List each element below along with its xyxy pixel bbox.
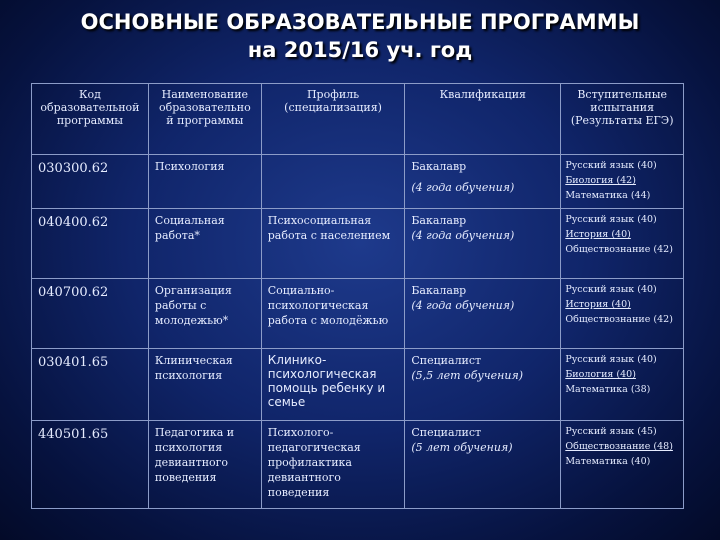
program-profile	[261, 155, 405, 209]
qualification-title: Бакалавр	[411, 214, 467, 227]
table-row	[32, 421, 684, 509]
program-profile: Социально-психологическая работа с молодёжью	[261, 279, 405, 349]
exam-item: Русский язык (40)	[565, 284, 657, 295]
program-exams	[561, 421, 684, 509]
table-row	[32, 349, 684, 421]
program-qualification	[405, 349, 561, 421]
program-name: Педагогика и психология девиантного поведения	[148, 421, 261, 509]
table-header-row	[32, 84, 684, 155]
header-code: Код образовательной программы	[32, 84, 149, 155]
table-row	[32, 155, 684, 209]
table-row	[32, 209, 684, 279]
programs-table	[31, 83, 684, 509]
exam-item: Математика (40)	[565, 456, 651, 467]
program-code: 040700.62	[32, 279, 149, 349]
program-exams	[561, 209, 684, 279]
program-code: 030401.65	[32, 349, 149, 421]
program-profile: Психосоциальная работа с населением	[261, 209, 405, 279]
program-exams	[561, 279, 684, 349]
exam-item: Русский язык (40)	[565, 354, 657, 365]
qualification-title: Специалист	[411, 426, 482, 439]
page-title	[0, 8, 720, 64]
study-duration: (4 года обучения)	[411, 229, 515, 242]
program-profile: Клинико-психологическая помощь ребенку и семье	[261, 349, 405, 421]
exam-item: Биология (40)	[565, 369, 636, 380]
program-qualification	[405, 279, 561, 349]
table-row	[32, 279, 684, 349]
header-profile: Профиль (специализация)	[261, 84, 405, 155]
program-profile: Психолого-педагогическая профилактика девиантного поведения	[261, 421, 405, 509]
program-qualification	[405, 209, 561, 279]
exam-item: Обществознание (42)	[565, 314, 673, 325]
program-qualification	[405, 421, 561, 509]
exam-item: Математика (38)	[565, 384, 651, 395]
program-code: 440501.65	[32, 421, 149, 509]
qualification-title: Бакалавр	[411, 160, 467, 173]
program-name: Социальная работа*	[148, 209, 261, 279]
program-name: Организация работы с молодежью*	[148, 279, 261, 349]
exam-item: Биология (42)	[565, 175, 636, 186]
exam-item: Обществознание (48)	[565, 441, 673, 452]
qualification-title: Специалист	[411, 354, 482, 367]
program-exams	[561, 349, 684, 421]
study-duration: (5 лет обучения)	[411, 441, 513, 454]
qualification-title: Бакалавр	[411, 284, 467, 297]
exam-item: История (40)	[565, 299, 631, 310]
title-line-2: на 2015/16 уч. год	[247, 38, 473, 62]
exam-item: История (40)	[565, 229, 631, 240]
program-name: Клиническая психология	[148, 349, 261, 421]
study-duration: (5,5 лет обучения)	[411, 369, 524, 382]
header-name: Наименование образовательно й программы	[148, 84, 261, 155]
exam-item: Русский язык (45)	[565, 426, 657, 437]
exam-item: Обществознание (42)	[565, 244, 673, 255]
header-exams: Вступительные испытания (Результаты ЕГЭ)	[561, 84, 684, 155]
exam-item: Русский язык (40)	[565, 160, 657, 171]
exam-item: Математика (44)	[565, 190, 651, 201]
program-code: 030300.62	[32, 155, 149, 209]
exam-item: Русский язык (40)	[565, 214, 657, 225]
study-duration: (4 года обучения)	[411, 299, 515, 312]
study-duration: (4 года обучения)	[411, 181, 515, 194]
program-name: Психология	[148, 155, 261, 209]
program-code: 040400.62	[32, 209, 149, 279]
program-exams	[561, 155, 684, 209]
header-qualification: Квалификация	[405, 84, 561, 155]
title-line-1: ОСНОВНЫЕ ОБРАЗОВАТЕЛЬНЫЕ ПРОГРАММЫ	[80, 10, 640, 34]
program-qualification	[405, 155, 561, 209]
